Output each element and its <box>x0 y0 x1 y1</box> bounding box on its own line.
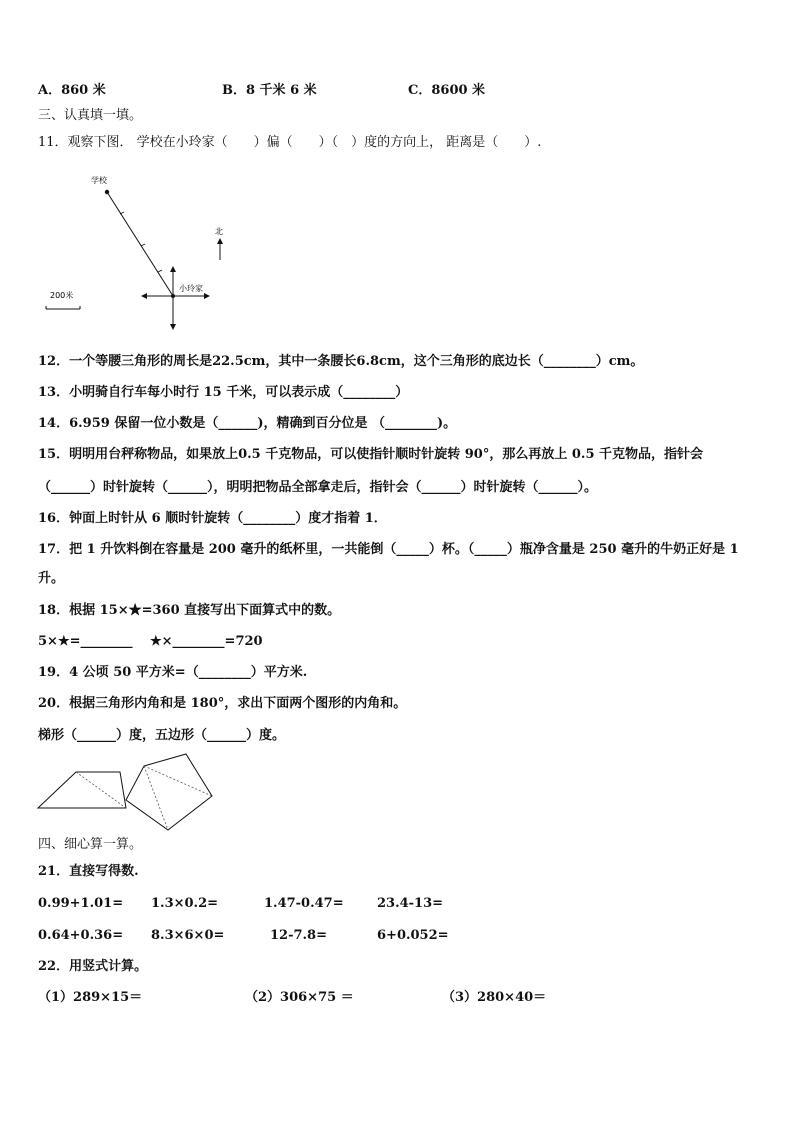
question-20-line-2: 梯形（______）度，五边形（______）度。 <box>38 728 286 743</box>
calc-item: 12-7.8= <box>270 928 327 943</box>
home-label: 小玲家 <box>179 284 203 293</box>
pentagon-diagonal-2 <box>144 766 212 796</box>
vertical-calc-item: （3）280×40＝ <box>442 990 547 1005</box>
arrow-west <box>141 293 147 299</box>
question-18: 18．根据 15×★=360 直接写出下面算式中的数。 <box>38 603 341 618</box>
scale-label: 200米 <box>50 291 74 300</box>
north-arrow-head <box>217 238 223 244</box>
calc-item: 6+0.052= <box>377 928 449 943</box>
pentagon-diagonal-1 <box>144 766 168 830</box>
question-15-line-1: 15．明明用台秤称物品，如果放上0.5 千克物品，可以使指针顺时针旋转 90°，那么再放上 0.5 千克物品，指针会 <box>38 447 704 462</box>
option-b: B．8 千米 6 米 <box>222 83 317 98</box>
vertical-calc-item: （2）306×75 ＝ <box>245 990 354 1005</box>
vertical-calc-item: （1）289×15＝ <box>38 990 143 1005</box>
question-16: 16．钟面上时针从 6 顺时针旋转（________）度才指着 1． <box>38 511 387 526</box>
calc-item: 0.64+0.36= <box>38 928 124 943</box>
calc-item: 0.99+1.01= <box>38 896 124 911</box>
question-17-line-1: 17．把 1 升饮料倒在容量是 200 毫升的纸杯里，一共能倒（_____）杯。（_____）瓶净含量是 250 毫升的牛奶正好是 1 <box>38 542 739 557</box>
calc-item: 23.4-13= <box>377 896 444 911</box>
question-11: 11．观察下图． 学校在小玲家（ ）偏（ ）（ ）度的方向上， 距离是（ ）. <box>38 135 542 150</box>
option-a: A．860 米 <box>38 83 106 98</box>
tick-3 <box>158 270 162 272</box>
calc-item: 8.3×6×0= <box>151 928 225 943</box>
tick-2 <box>141 244 145 246</box>
arrow-north <box>170 266 176 272</box>
question-20: 20．根据三角形内角和是 180°，求出下面两个图形的内角和。 <box>38 696 407 711</box>
question-18-line-2: 5×★=________ ★×________=720 <box>38 634 263 649</box>
home-point <box>171 294 175 298</box>
direction-diagram <box>38 168 248 333</box>
section-4-title: 四、细心算一算。 <box>38 837 143 852</box>
calc-item: 1.3×0.2= <box>151 896 219 911</box>
calc-item: 1.47-0.47= <box>264 896 344 911</box>
question-19: 19．4 公顷 50 平方米=（________）平方米. <box>38 665 308 680</box>
question-22-title: 22．用竖式计算。 <box>38 959 148 974</box>
school-home-line <box>107 192 173 296</box>
shapes-figure <box>36 752 216 834</box>
pentagon-shape <box>126 754 212 830</box>
trapezoid-shape <box>38 772 126 808</box>
question-14: 14．6.959 保留一位小数是（______)，精确到百分位是 （________)。 <box>38 416 457 431</box>
question-12: 12．一个等腰三角形的周长是22.5cm，其中一条腰长6.8cm，这个三角形的底边长（________）cm。 <box>38 354 644 369</box>
arrow-south <box>170 324 176 330</box>
arrow-east <box>204 293 210 299</box>
north-label: 北 <box>215 227 223 236</box>
option-c: C．8600 米 <box>408 83 486 98</box>
question-17-line-2: 升。 <box>38 571 65 586</box>
section-3-title: 三、认真填一填。 <box>38 108 143 123</box>
trapezoid-diagonal <box>76 772 126 808</box>
question-21-title: 21．直接写得数. <box>38 864 139 879</box>
school-label: 学校 <box>91 176 107 185</box>
question-13: 13．小明骑自行车每小时行 15 千米，可以表示成（________） <box>38 385 409 400</box>
question-15-line-2: （______）时针旋转（______），明明把物品全部拿走后，指针会（______）时针旋转（______）。 <box>38 480 598 495</box>
